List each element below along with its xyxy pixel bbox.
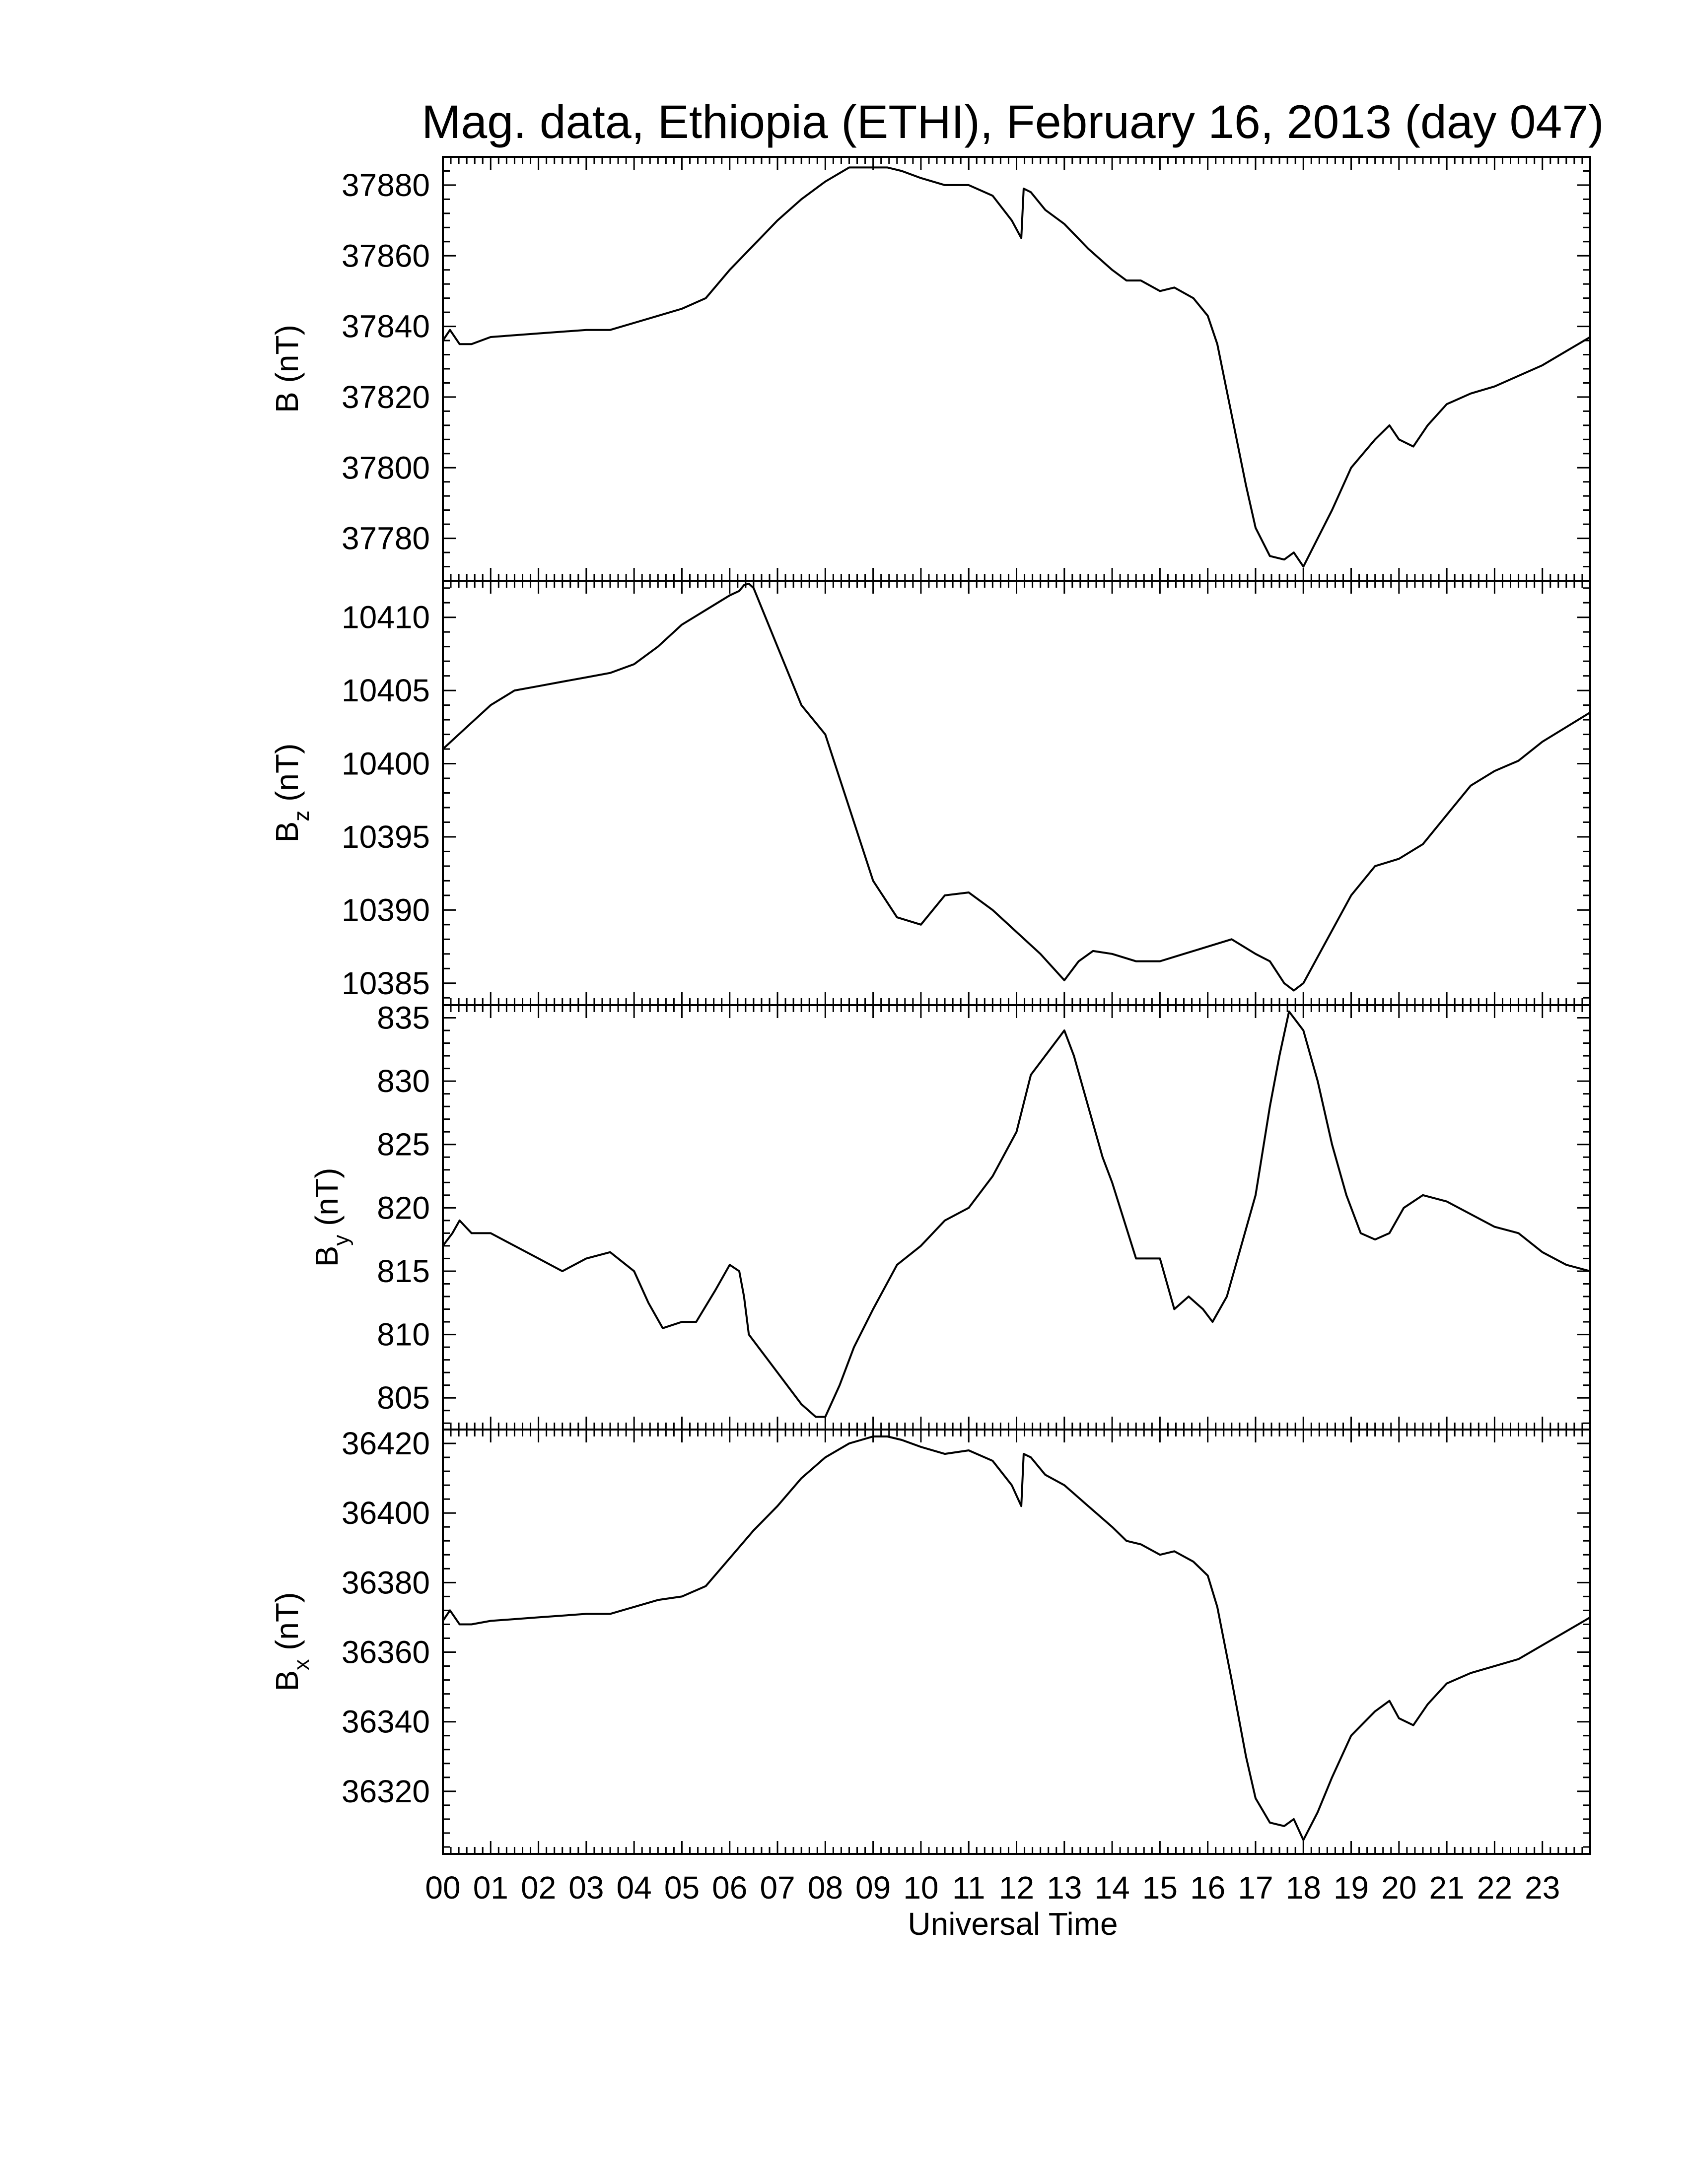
y-tick-label: 825 [377, 1126, 430, 1162]
y-axis-label-unit: (nT) [269, 1592, 305, 1659]
series-line-b-total [443, 167, 1590, 566]
chart-title: Mag. data, Ethiopia (ETHI), February 16, 2013 (day 047) [422, 96, 1604, 148]
x-tick-label: 02 [520, 1870, 557, 1906]
y-tick-label: 830 [377, 1063, 430, 1099]
x-tick-label: 05 [664, 1870, 700, 1906]
panel-b-total [269, 157, 1590, 581]
y-axis-label [309, 1168, 353, 1267]
y-tick-label: 835 [377, 1000, 430, 1036]
y-tick-label: 10410 [342, 599, 430, 635]
panel-bx [269, 1426, 1590, 1854]
y-tick-label: 37780 [342, 520, 430, 556]
y-tick-label: 37820 [342, 379, 430, 415]
y-tick-label: 36400 [342, 1495, 430, 1531]
x-tick-label: 20 [1381, 1870, 1417, 1906]
y-axis-label-subscript: z [289, 810, 314, 821]
y-tick-label: 815 [377, 1253, 430, 1289]
y-tick-label: 10400 [342, 746, 430, 782]
y-tick-label: 36360 [342, 1634, 430, 1670]
x-tick-label: 17 [1238, 1870, 1273, 1906]
panel-frame [443, 1430, 1590, 1854]
x-tick-label: 19 [1333, 1870, 1369, 1906]
series-line-bz [443, 584, 1590, 991]
series-line-bx [443, 1436, 1590, 1840]
y-axis-label-subscript: y [329, 1234, 353, 1246]
x-tick-labels [425, 1870, 1560, 1906]
x-axis-label: Universal Time [908, 1906, 1118, 1942]
y-tick-label: 810 [377, 1316, 430, 1353]
y-tick-label: 37880 [342, 167, 430, 203]
x-tick-label: 03 [568, 1870, 604, 1906]
x-tick-label: 01 [473, 1870, 508, 1906]
x-tick-label: 12 [998, 1870, 1035, 1906]
x-tick-label: 21 [1429, 1870, 1465, 1906]
y-tick-label: 37860 [342, 238, 430, 274]
x-tick-label: 15 [1142, 1870, 1178, 1906]
y-tick-label: 36380 [342, 1565, 430, 1601]
y-axis-label-main: B [269, 821, 305, 843]
x-tick-label: 11 [952, 1870, 985, 1906]
panel-frame [443, 581, 1590, 1005]
y-axis-label-unit: (nT) [269, 743, 305, 811]
y-tick-label: 36420 [342, 1426, 430, 1462]
y-tick-label: 37800 [342, 450, 430, 486]
panel-frame [443, 1005, 1590, 1430]
y-tick-label: 10405 [342, 673, 430, 709]
x-tick-label: 16 [1190, 1870, 1226, 1906]
x-tick-label: 08 [807, 1870, 843, 1906]
x-tick-label: 14 [1094, 1870, 1130, 1906]
x-tick-label: 04 [616, 1870, 652, 1906]
y-axis-label-main: B [309, 1245, 345, 1267]
y-axis-label-unit: (nT) [269, 325, 305, 392]
x-tick-label: 07 [760, 1870, 795, 1906]
y-tick-label: 820 [377, 1190, 430, 1226]
y-tick-label: 10385 [342, 965, 430, 1001]
x-tick-label: 09 [855, 1870, 891, 1906]
panel-bz [269, 581, 1590, 1005]
y-tick-label: 36340 [342, 1704, 430, 1740]
panel-by [309, 1000, 1590, 1430]
y-tick-label: 805 [377, 1380, 430, 1416]
y-axis-label [269, 1592, 314, 1692]
y-axis-label-main: B [269, 1670, 305, 1692]
y-tick-label: 10390 [342, 892, 430, 928]
y-axis-label-subscript: x [289, 1659, 314, 1670]
series-line-by [443, 1012, 1590, 1417]
y-axis-label-unit: (nT) [309, 1167, 345, 1235]
y-tick-label: 10395 [342, 819, 430, 855]
x-tick-label: 18 [1285, 1870, 1321, 1906]
y-axis-label-main: B [269, 392, 305, 413]
x-tick-label: 10 [903, 1870, 939, 1906]
x-tick-label: 23 [1525, 1870, 1560, 1906]
x-tick-label: 00 [425, 1870, 461, 1906]
y-axis-label [269, 325, 305, 413]
y-tick-label: 36320 [342, 1773, 430, 1809]
chart-panels [269, 157, 1590, 1854]
x-tick-label: 06 [712, 1870, 748, 1906]
y-tick-label: 37840 [342, 308, 430, 344]
x-tick-label: 13 [1047, 1870, 1082, 1906]
x-tick-label: 22 [1477, 1870, 1513, 1906]
panel-frame [443, 157, 1590, 581]
y-axis-label [269, 744, 314, 843]
